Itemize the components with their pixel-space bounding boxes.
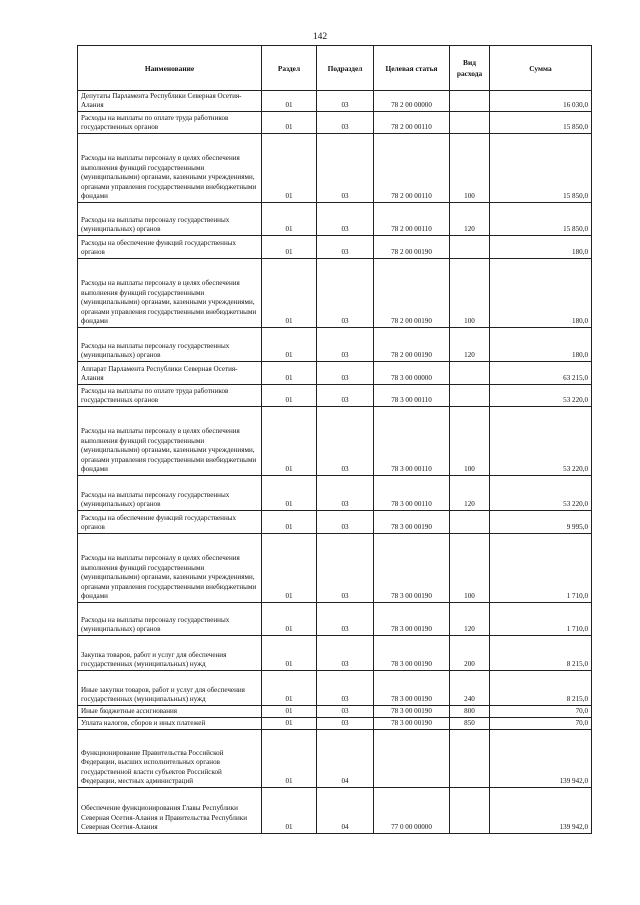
row-expense-type	[450, 385, 490, 407]
row-sum: 53 220,0	[490, 476, 592, 511]
row-name: Расходы на выплаты персоналу государственных (муниципальных) органов	[78, 603, 262, 636]
row-subsection: 04	[317, 788, 374, 834]
row-section: 01	[262, 407, 317, 476]
row-sum: 139 942,0	[490, 788, 592, 834]
budget-table	[77, 45, 592, 834]
row-subsection: 03	[317, 671, 374, 706]
row-sum: 15 850,0	[490, 112, 592, 134]
header-sum: Сумма	[490, 46, 592, 91]
table-row	[78, 718, 592, 730]
row-name: Аппарат Парламента Республики Северная Осетия-Алания	[78, 362, 262, 385]
row-subsection: 03	[317, 112, 374, 134]
row-name: Расходы на выплаты по оплате труда работников государственных органов	[78, 385, 262, 407]
header-name: Наименование	[78, 46, 262, 91]
row-sum: 53 220,0	[490, 407, 592, 476]
row-section: 01	[262, 718, 317, 730]
page-number: 142	[312, 32, 328, 42]
row-expense-type: 100	[450, 259, 490, 328]
row-article: 78 2 00 00000	[374, 91, 450, 112]
table-row	[78, 730, 592, 788]
table-row	[78, 636, 592, 671]
row-expense-type: 120	[450, 603, 490, 636]
row-article: 78 3 00 00000	[374, 362, 450, 385]
row-section: 01	[262, 259, 317, 328]
row-section: 01	[262, 511, 317, 534]
row-subsection: 04	[317, 730, 374, 788]
row-sum: 8 215,0	[490, 671, 592, 706]
row-section: 01	[262, 91, 317, 112]
row-name: Расходы на выплаты персоналу в целях обеспечения выполнения функций государственными (муниципальными) органами, казенными учреждениями, органами управления государственными внебюджетными фондами	[78, 407, 262, 476]
row-name: Иные бюджетные ассигнования	[78, 706, 262, 718]
table-row	[78, 203, 592, 236]
row-article: 77 0 00 00000	[374, 788, 450, 834]
row-section: 01	[262, 236, 317, 259]
row-subsection: 03	[317, 134, 374, 203]
table-row	[78, 534, 592, 603]
row-section: 01	[262, 534, 317, 603]
row-sum: 15 850,0	[490, 203, 592, 236]
row-name: Депутаты Парламента Республики Северная Осетия-Алания	[78, 91, 262, 112]
row-subsection: 03	[317, 385, 374, 407]
row-expense-type	[450, 730, 490, 788]
row-expense-type: 100	[450, 534, 490, 603]
row-expense-type	[450, 236, 490, 259]
row-sum: 180,0	[490, 236, 592, 259]
row-name: Расходы на выплаты персоналу государственных (муниципальных) органов	[78, 328, 262, 362]
row-expense-type: 120	[450, 328, 490, 362]
row-name: Уплата налогов, сборов и иных платежей	[78, 718, 262, 730]
header-section: Раздел	[262, 46, 317, 91]
row-sum: 8 215,0	[490, 636, 592, 671]
row-expense-type: 200	[450, 636, 490, 671]
row-section: 01	[262, 203, 317, 236]
row-section: 01	[262, 636, 317, 671]
row-article: 78 3 00 00190	[374, 534, 450, 603]
row-name: Расходы на выплаты по оплате труда работников государственных органов	[78, 112, 262, 134]
table-row	[78, 362, 592, 385]
row-subsection: 03	[317, 603, 374, 636]
table-row	[78, 236, 592, 259]
row-article: 78 2 00 00190	[374, 236, 450, 259]
row-expense-type: 120	[450, 203, 490, 236]
row-sum: 15 850,0	[490, 134, 592, 203]
row-article	[374, 730, 450, 788]
row-subsection: 03	[317, 407, 374, 476]
row-article: 78 3 00 00190	[374, 511, 450, 534]
row-article: 78 3 00 00190	[374, 603, 450, 636]
row-subsection: 03	[317, 203, 374, 236]
row-expense-type	[450, 362, 490, 385]
row-section: 01	[262, 328, 317, 362]
row-subsection: 03	[317, 236, 374, 259]
row-expense-type: 800	[450, 706, 490, 718]
row-sum: 70,0	[490, 718, 592, 730]
row-subsection: 03	[317, 718, 374, 730]
row-article: 78 3 00 00190	[374, 706, 450, 718]
row-name: Функционирование Правительства Российской Федерации, высших исполнительных органов государственной власти субъектов Российской Федерации, местных администраций	[78, 730, 262, 788]
row-sum: 180,0	[490, 328, 592, 362]
row-expense-type	[450, 112, 490, 134]
row-article: 78 3 00 00110	[374, 385, 450, 407]
table-row	[78, 407, 592, 476]
row-name: Расходы на выплаты персоналу в целях обеспечения выполнения функций государственными (муниципальными) органами, казенными учреждениями, органами управления государственными внебюджетными фондами	[78, 534, 262, 603]
row-article: 78 3 00 00190	[374, 671, 450, 706]
row-expense-type: 100	[450, 134, 490, 203]
row-sum: 63 215,0	[490, 362, 592, 385]
row-name: Расходы на выплаты персоналу государственных (муниципальных) органов	[78, 203, 262, 236]
table-row	[78, 603, 592, 636]
table-header-row	[78, 46, 592, 91]
row-article: 78 3 00 00190	[374, 718, 450, 730]
header-article: Целевая статья	[374, 46, 450, 91]
row-subsection: 03	[317, 511, 374, 534]
table-row	[78, 134, 592, 203]
row-subsection: 03	[317, 534, 374, 603]
table-row	[78, 259, 592, 328]
row-section: 01	[262, 788, 317, 834]
row-name: Закупка товаров, работ и услуг для обеспечения государственных (муниципальных) нужд	[78, 636, 262, 671]
row-section: 01	[262, 385, 317, 407]
row-name: Иные закупки товаров, работ и услуг для обеспечения государственных (муниципальных) нужд	[78, 671, 262, 706]
row-expense-type: 120	[450, 476, 490, 511]
row-subsection: 03	[317, 706, 374, 718]
row-section: 01	[262, 134, 317, 203]
row-sum: 16 030,0	[490, 91, 592, 112]
row-article: 78 3 00 00190	[374, 636, 450, 671]
row-subsection: 03	[317, 328, 374, 362]
row-section: 01	[262, 730, 317, 788]
row-article: 78 3 00 00110	[374, 407, 450, 476]
table-row	[78, 328, 592, 362]
table-row	[78, 788, 592, 834]
table-row	[78, 476, 592, 511]
table-row	[78, 511, 592, 534]
row-expense-type	[450, 91, 490, 112]
row-expense-type	[450, 788, 490, 834]
row-name: Обеспечение функционирования Главы Республики Северная Осетия-Алания и Правительства Республики Северная Осетия-Алания	[78, 788, 262, 834]
row-section: 01	[262, 671, 317, 706]
row-expense-type: 100	[450, 407, 490, 476]
row-article: 78 3 00 00110	[374, 476, 450, 511]
row-section: 01	[262, 603, 317, 636]
row-section: 01	[262, 476, 317, 511]
row-sum: 53 220,0	[490, 385, 592, 407]
row-section: 01	[262, 112, 317, 134]
row-expense-type	[450, 511, 490, 534]
row-section: 01	[262, 706, 317, 718]
row-section: 01	[262, 362, 317, 385]
row-name: Расходы на обеспечение функций государственных органов	[78, 236, 262, 259]
row-subsection: 03	[317, 91, 374, 112]
row-sum: 1 710,0	[490, 603, 592, 636]
table-row	[78, 706, 592, 718]
row-expense-type: 240	[450, 671, 490, 706]
row-name: Расходы на выплаты персоналу в целях обеспечения выполнения функций государственными (муниципальными) органами, казенными учреждениями, органами управления государственными внебюджетными фондами	[78, 259, 262, 328]
row-article: 78 2 00 00110	[374, 112, 450, 134]
row-sum: 9 995,0	[490, 511, 592, 534]
row-subsection: 03	[317, 476, 374, 511]
row-article: 78 2 00 00190	[374, 328, 450, 362]
row-sum: 180,0	[490, 259, 592, 328]
table-row	[78, 112, 592, 134]
row-sum: 139 942,0	[490, 730, 592, 788]
table-row	[78, 671, 592, 706]
row-expense-type: 850	[450, 718, 490, 730]
header-expense-type: Вид расхода	[450, 46, 490, 91]
row-sum: 1 710,0	[490, 534, 592, 603]
row-subsection: 03	[317, 259, 374, 328]
header-subsection: Подраздел	[317, 46, 374, 91]
row-sum: 70,0	[490, 706, 592, 718]
row-subsection: 03	[317, 636, 374, 671]
table-row	[78, 385, 592, 407]
row-article: 78 2 00 00190	[374, 259, 450, 328]
row-article: 78 2 00 00110	[374, 203, 450, 236]
row-name: Расходы на выплаты персоналу государственных (муниципальных) органов	[78, 476, 262, 511]
row-name: Расходы на обеспечение функций государственных органов	[78, 511, 262, 534]
row-subsection: 03	[317, 362, 374, 385]
row-name: Расходы на выплаты персоналу в целях обеспечения выполнения функций государственными (муниципальными) органами, казенными учреждениями, органами управления государственными внебюджетными фондами	[78, 134, 262, 203]
row-article: 78 2 00 00110	[374, 134, 450, 203]
table-row	[78, 91, 592, 112]
